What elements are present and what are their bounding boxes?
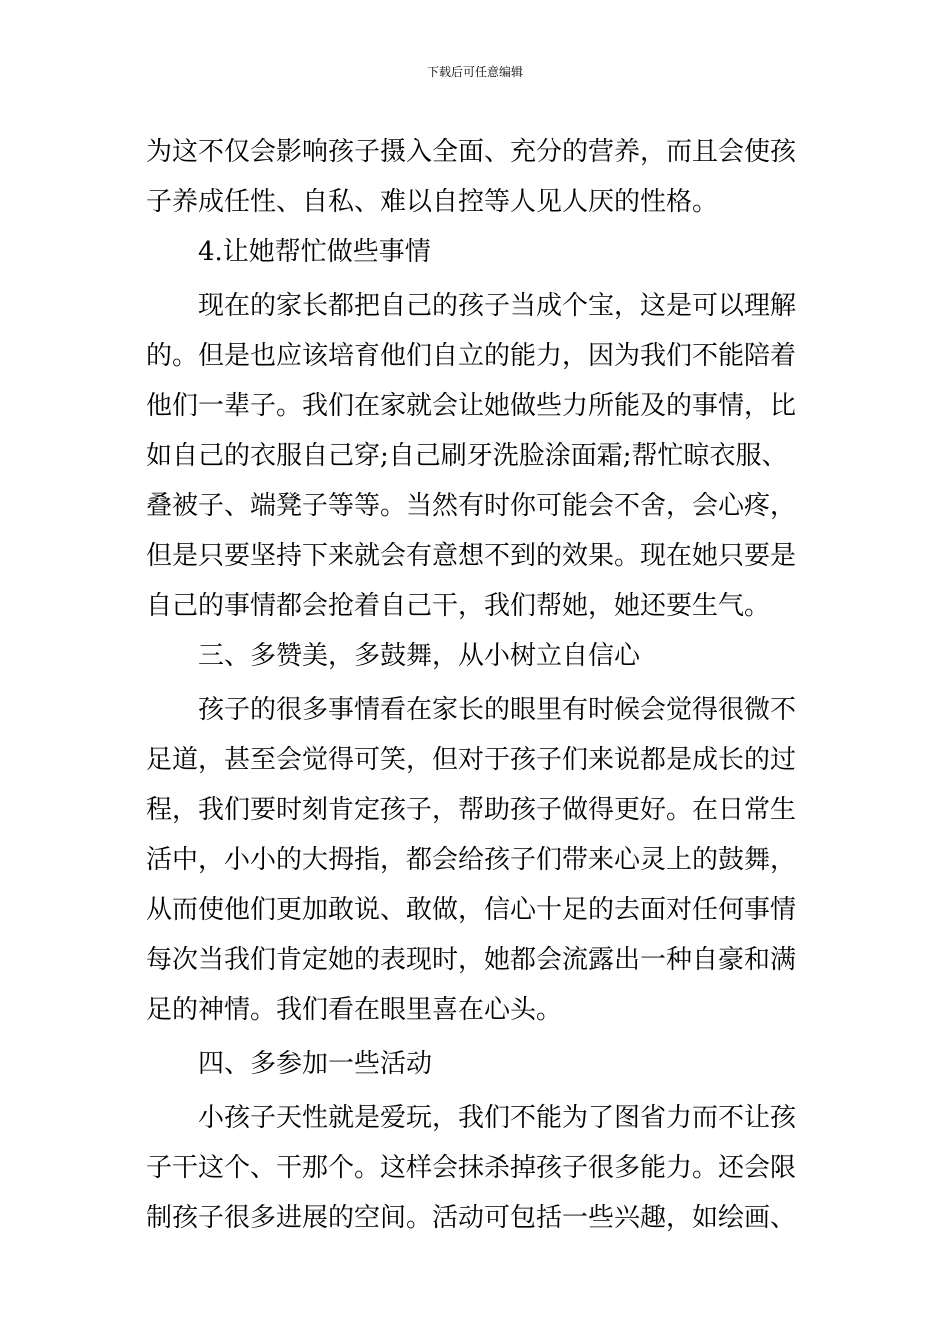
body-line: 程，我们要时刻肯定孩子，帮助孩子做得更好。在日常生 [146, 795, 797, 825]
body-line: 制孩子很多进展的空间。活动可包括一些兴趣，如绘画、 [146, 1203, 797, 1233]
body-line: 子干这个、干那个。这样会抹杀掉孩子很多能力。还会限 [146, 1153, 797, 1183]
page-header: 下载后可任意编辑 [426, 65, 523, 79]
body-line: 为这不仅会影响孩子摄入全面、充分的营养，而且会使孩 [146, 137, 797, 167]
body-line: 每次当我们肯定她的表现时，她都会流露出一种自豪和满 [146, 945, 797, 975]
body-line: 但是只要坚持下来就会有意想不到的效果。现在她只要是 [146, 541, 797, 571]
body-line: 足的神情。我们看在眼里喜在心头。 [146, 995, 563, 1025]
body-line: 他们一辈子。我们在家就会让她做些力所能及的事情，比 [146, 391, 797, 421]
section-heading: 三、多赞美，多鼓舞，从小树立自信心 [198, 641, 641, 671]
body-line: 子养成任性、自私、难以自控等人见人厌的性格。 [146, 187, 719, 217]
body-line: 活中，小小的大拇指，都会给孩子们带来心灵上的鼓舞， [146, 845, 797, 875]
section-heading: 4.让她帮忙做些事情 [198, 237, 431, 267]
body-line: 现在的家长都把自己的孩子当成个宝，这是可以理解 [198, 291, 797, 321]
body-line: 自己的事情都会抢着自己干，我们帮她，她还要生气。 [146, 591, 771, 621]
body-line: 从而使他们更加敢说、敢做，信心十足的去面对任何事情 [146, 895, 797, 925]
body-line: 足道，甚至会觉得可笑，但对于孩子们来说都是成长的过 [146, 745, 797, 775]
body-line: 叠被子、端凳子等等。当然有时你可能会不舍，会心疼， [146, 491, 797, 521]
body-line: 孩子的很多事情看在家长的眼里有时候会觉得很微不 [198, 695, 797, 725]
body-line: 小孩子天性就是爱玩，我们不能为了图省力而不让孩 [198, 1103, 797, 1133]
body-line: 如自己的衣服自己穿;自己刷牙洗脸涂面霜;帮忙晾衣服、 [146, 441, 788, 471]
body-line: 的。但是也应该培育他们自立的能力，因为我们不能陪着 [146, 341, 797, 371]
document-body [146, 127, 808, 1243]
section-heading: 四、多参加一些活动 [198, 1049, 433, 1079]
